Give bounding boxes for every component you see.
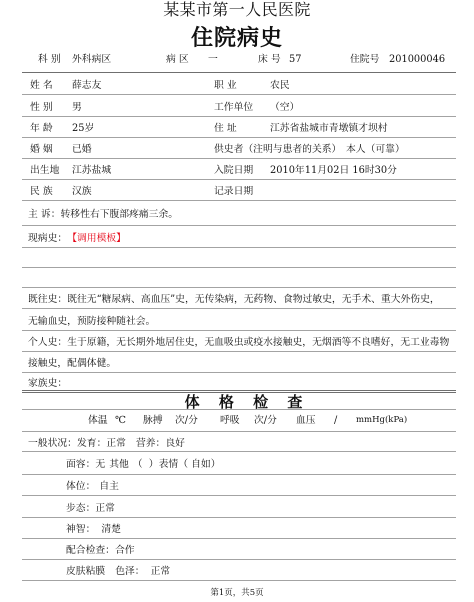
ethnicity-value: 汉族: [72, 186, 92, 197]
occupation-value: 农民: [270, 79, 290, 91]
development-value: 正常: [106, 437, 126, 449]
ethnicity-label: 民 族: [30, 186, 53, 197]
admission-date-value: 2010年11月02日 16时30分: [270, 165, 397, 176]
gait-value: 正常: [95, 502, 115, 514]
blood-pressure-unit: mmHg(kPa): [356, 415, 408, 425]
past-history-label: 既往史：: [28, 294, 68, 305]
pulse-label: 脉搏: [143, 415, 163, 426]
position-value: 自主: [99, 481, 119, 492]
consciousness-label: 神智：: [66, 524, 96, 535]
hospital-name: 某某市第一人民医院: [163, 0, 311, 19]
occupation-label: 职 业: [214, 79, 237, 91]
admission-date-label: 入院日期: [214, 165, 254, 176]
chief-complaint-row: [22, 201, 456, 226]
birthplace-value: 江苏盐城: [72, 165, 112, 176]
personal-history-text: 接触史，配偶体健。: [28, 358, 117, 369]
general-condition-label: 一般状况：: [28, 437, 77, 449]
past-history-text: 无输血史，预防接种随社会。: [28, 315, 156, 327]
past-history-row: [22, 309, 456, 331]
informant-label: 供史者（注明与患者的关系）: [214, 144, 342, 155]
present-illness-label: 现病史：: [28, 232, 68, 244]
blank-line: [22, 248, 456, 268]
patient-row-ethnicity: [22, 180, 456, 201]
respiration-label: 呼吸: [220, 415, 240, 426]
page-number: 第1页，共5页: [210, 588, 264, 598]
past-history-text: 既往无“糖尿病、高血压”史，无传染病，无药物、食物过敏史，无手术、重大外伤史，: [67, 294, 440, 305]
position-row: [22, 475, 456, 496]
face-label: 面容：: [66, 459, 96, 470]
patient-row-marital: [22, 138, 456, 159]
skin-color-label: 色泽：: [115, 566, 145, 577]
employer-value: （空）: [270, 101, 300, 113]
address-value: 江苏省盐城市青墩镇才坝村: [270, 123, 388, 134]
bed-value: 57: [289, 54, 302, 65]
age-label: 年 龄: [30, 123, 53, 134]
name-value: 薛志友: [72, 79, 102, 91]
employer-label: 工作单位: [214, 101, 254, 113]
position-label: 体位：: [66, 481, 96, 492]
dept-label: 科 别: [38, 54, 61, 65]
personal-history-label: 个人史：: [28, 337, 68, 348]
blank-line: [22, 268, 456, 288]
cooperation-value: 合作: [114, 545, 135, 556]
ward-value: 一: [208, 54, 218, 65]
gender-label: 性 别: [30, 101, 53, 113]
temperature-label: 体温: [88, 415, 108, 426]
patient-row-name: [22, 73, 456, 95]
general-condition-row: [22, 432, 456, 452]
family-history-row: [22, 373, 456, 393]
physical-exam-heading-row: [22, 393, 456, 410]
informant-value: 本人（可靠）: [346, 144, 405, 155]
respiration-unit: 次/分: [254, 415, 277, 426]
family-history-label: 家族史：: [28, 377, 68, 389]
nutrition-label: 营养：: [135, 437, 166, 449]
personal-history-row: [22, 331, 456, 352]
face-other-label: 其他: [109, 459, 129, 470]
record-sheet: [22, 72, 456, 581]
age-value: 25岁: [72, 123, 95, 134]
present-illness-row: [22, 226, 456, 248]
gait-label: 步态：: [66, 502, 96, 514]
pulse-unit: 次/分: [175, 415, 198, 426]
cooperation-label: 配合检查：: [66, 545, 115, 556]
birthplace-label: 出生地: [30, 165, 60, 176]
name-label: 姓 名: [30, 79, 53, 91]
admission-no-value: 201000046: [389, 54, 446, 65]
dept-value: 外科病区: [72, 54, 112, 65]
vital-signs-row: [22, 410, 456, 432]
record-date-label: 记录日期: [214, 186, 254, 197]
expression-value: （ 自如）: [178, 459, 221, 470]
cooperation-row: [22, 539, 456, 560]
physical-exam-heading: 体 格 检 查: [184, 393, 310, 410]
blood-pressure-label: 血压: [296, 415, 316, 426]
skin-color-value: 正常: [150, 566, 171, 577]
face-other-value: （ ）: [132, 459, 159, 470]
nutrition-value: 良好: [165, 437, 185, 449]
patient-row-gender: [22, 95, 456, 117]
patient-row-age: [22, 117, 456, 138]
past-history-row: [22, 288, 456, 309]
gait-row: [22, 496, 456, 518]
skin-label: 皮肤粘膜: [66, 566, 106, 577]
personal-history-row: [22, 352, 456, 373]
consciousness-row: [22, 518, 456, 539]
development-label: 发育：: [76, 437, 107, 449]
chief-complaint-label: 主 诉：: [28, 209, 61, 220]
face-row: [22, 452, 456, 475]
bed-label: 床 号: [258, 54, 281, 65]
admission-no-label: 住院号: [350, 54, 380, 65]
expression-label: 表情: [158, 459, 179, 470]
consciousness-value: 清楚: [101, 524, 121, 535]
admission-header: [0, 53, 474, 67]
face-value: 无: [95, 459, 106, 470]
blood-pressure-separator: /: [334, 415, 338, 426]
insert-template-link[interactable]: 【调用模板】: [67, 232, 126, 244]
gender-value: 男: [72, 101, 82, 113]
marital-label: 婚 姻: [30, 144, 53, 155]
document-title: 住院病史: [190, 25, 283, 51]
ward-label: 病 区: [166, 54, 189, 65]
skin-row: [22, 560, 456, 581]
patient-row-birthplace: [22, 159, 456, 180]
address-label: 住 址: [214, 123, 237, 134]
personal-history-text: 生于原籍，无长期外地居住史，无血吸虫或疫水接触史，无烟酒等不良嗜好，无工业毒物: [67, 337, 450, 348]
chief-complaint-text: 转移性右下腹部疼痛三余。: [60, 209, 179, 220]
temperature-unit: ℃: [115, 415, 126, 426]
marital-value: 已婚: [72, 144, 92, 155]
